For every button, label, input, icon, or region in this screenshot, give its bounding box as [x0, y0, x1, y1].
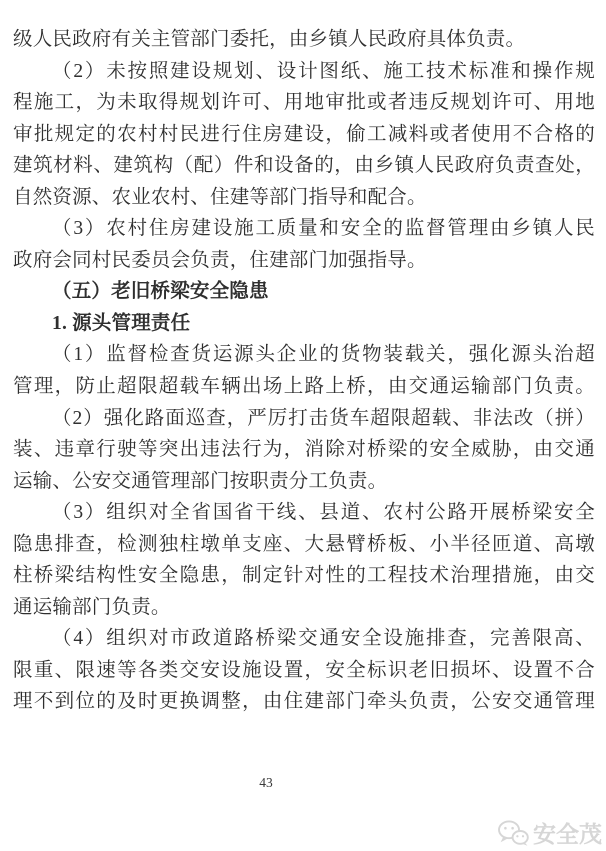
text-line: 管理，防止超限超载车辆出场上路上桥，由交通运输部门负责。	[13, 376, 595, 398]
text-line: 通运输部门负责。	[13, 596, 171, 618]
text-line: 装、违章行驶等突出违法行为，消除对桥梁的安全威胁，由交通	[13, 439, 595, 461]
text-line: 运输、公安交通管理部门按职责分工负责。	[13, 470, 388, 492]
text-line: （4）组织对市政道路桥梁交通安全设施排查，完善限高、	[52, 628, 595, 650]
watermark	[497, 816, 602, 849]
text-line: 级人民政府有关主管部门委托，由乡镇人民政府具体负责。	[13, 29, 526, 50]
text-line: 自然资源、农业农村、住建等部门指导和配合。	[13, 186, 427, 208]
page-number: 43	[259, 775, 273, 790]
heading-line: 1. 源头管理责任	[52, 312, 191, 334]
text-line: （2）强化路面巡查，严厉打击货车超限超载、非法改（拼）	[52, 407, 595, 429]
text-line: 程施工，为未取得规划许可、用地审批或者违反规划许可、用地	[13, 92, 595, 114]
wechat-icon	[497, 819, 529, 847]
text-line: （2）未按照建设规划、设计图纸、施工技术标准和操作规	[52, 60, 595, 82]
text-line: 政府会同村民委员会负责，住建部门加强指导。	[13, 249, 427, 271]
document-text	[13, 24, 595, 718]
text-line: 审批规定的农村村民进行住房建设，偷工减料或者使用不合格的	[13, 123, 595, 145]
text-line: （3）农村住房建设施工质量和安全的监督管理由乡镇人民	[52, 218, 595, 240]
text-line: 限重、限速等各类交安设施设置，安全标识老旧损坏、设置不合	[13, 659, 595, 681]
text-line: 柱桥梁结构性安全隐患，制定针对性的工程技术治理措施，由交	[13, 565, 595, 587]
text-line: （3）组织对全省国省干线、县道、农村公路开展桥梁安全	[52, 502, 595, 524]
watermark-label: 安全茂	[533, 822, 602, 847]
text-line: （1）监督检查货运源头企业的货物装载关，强化源头治超	[52, 344, 595, 366]
text-line: 建筑材料、建筑构（配）件和设备的，由乡镇人民政府负责查处，	[13, 155, 595, 177]
text-line: 隐患排查，检测独柱墩单支座、大悬臂桥板、小半径匝道、高墩	[13, 533, 595, 555]
heading-line: （五）老旧桥梁安全隐患	[52, 281, 269, 303]
text-line: 理不到位的及时更换调整，由住建部门牵头负责，公安交通管理	[13, 691, 595, 713]
